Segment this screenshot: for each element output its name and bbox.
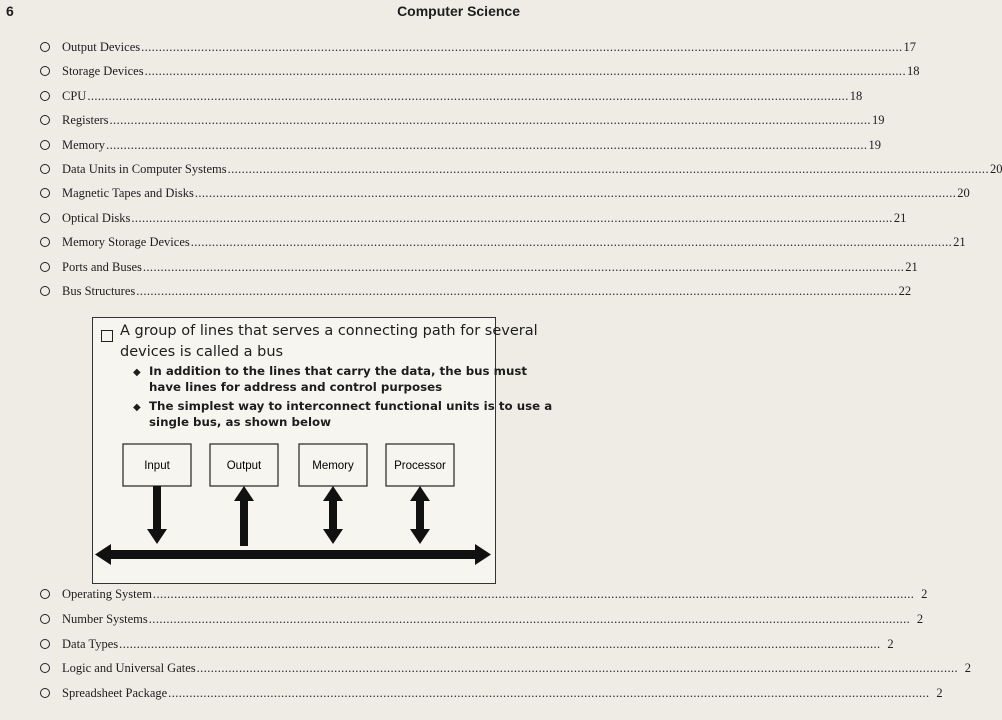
dot-leader bbox=[119, 637, 880, 652]
toc-entry-page: 20 bbox=[957, 186, 970, 201]
slide-main-text-line1: A group of lines that serves a connecting path for several bbox=[120, 323, 538, 339]
toc-entry-label: Data Units in Computer Systems bbox=[62, 161, 227, 176]
toc-entry-label: Data Types bbox=[62, 636, 119, 651]
toc-entry[interactable] bbox=[40, 113, 885, 137]
circle-bullet-icon bbox=[40, 188, 50, 198]
toc-entry-page: 22 bbox=[898, 283, 912, 298]
toc-entry[interactable] bbox=[40, 186, 970, 210]
toc-entry[interactable] bbox=[40, 137, 881, 162]
toc-entry-label: Logic and Universal Gates bbox=[62, 661, 196, 676]
toc-entry-page: 18 bbox=[906, 64, 920, 79]
slide-sub1-text-line2: have lines for address and control purposes bbox=[149, 380, 443, 394]
toc-entry-label: Registers bbox=[62, 113, 109, 128]
toc-entry-label: Magnetic Tapes and Disks bbox=[62, 186, 194, 201]
circle-bullet-icon bbox=[40, 115, 50, 125]
toc-entry[interactable] bbox=[40, 686, 943, 711]
dot-leader bbox=[195, 186, 956, 201]
toc-entry-page: 20 bbox=[989, 161, 1002, 176]
circle-bullet-icon bbox=[40, 237, 50, 247]
toc-list-bottom bbox=[40, 587, 972, 711]
circle-bullet-icon bbox=[40, 42, 50, 52]
bus-arrow bbox=[95, 544, 491, 565]
dot-leader bbox=[143, 260, 904, 275]
bus-structure-slide bbox=[92, 317, 553, 584]
toc-entry[interactable] bbox=[40, 210, 907, 235]
toc-entry[interactable] bbox=[40, 40, 917, 64]
toc-entry-label: Bus Structures bbox=[62, 283, 136, 298]
circle-bullet-icon bbox=[40, 66, 50, 76]
toc-entry[interactable] bbox=[40, 235, 966, 259]
dot-leader bbox=[141, 40, 902, 55]
toc-entry-page: 2 bbox=[936, 686, 943, 701]
toc-entry-label: Ports and Buses bbox=[62, 259, 142, 274]
toc-entry[interactable] bbox=[40, 587, 928, 612]
toc-entry-page: 2 bbox=[916, 611, 924, 626]
unit-label-memory: Memory bbox=[312, 460, 354, 472]
dot-leader bbox=[87, 89, 848, 104]
diamond-bullet-icon: ◆ bbox=[133, 367, 141, 378]
unit-label-processor: Processor bbox=[394, 460, 446, 472]
dot-leader bbox=[136, 284, 897, 299]
circle-bullet-icon bbox=[40, 286, 50, 296]
circle-bullet-icon bbox=[40, 262, 50, 272]
output-up-arrow bbox=[234, 486, 254, 546]
circle-bullet-icon bbox=[40, 639, 50, 649]
circle-bullet-icon bbox=[40, 164, 50, 174]
toc-entry[interactable] bbox=[40, 283, 912, 308]
toc-entry-label: Storage Devices bbox=[62, 64, 144, 79]
toc-entry-label: Spreadsheet Package bbox=[62, 686, 168, 701]
toc-entry-page: 19 bbox=[871, 113, 885, 128]
toc-list-top bbox=[40, 40, 1002, 308]
circle-bullet-icon bbox=[40, 663, 50, 673]
toc-entry-label: Output Devices bbox=[62, 40, 141, 54]
dot-leader bbox=[168, 686, 929, 701]
toc-entry-page: 18 bbox=[849, 88, 863, 103]
page-number: 6 bbox=[6, 3, 14, 19]
toc-entry[interactable] bbox=[40, 88, 863, 113]
dot-leader bbox=[228, 162, 989, 177]
running-header: Computer Science bbox=[397, 3, 520, 19]
circle-bullet-icon bbox=[40, 140, 50, 150]
toc-entry-page: 21 bbox=[953, 235, 966, 250]
toc-entry[interactable] bbox=[40, 64, 920, 88]
dot-leader bbox=[131, 211, 892, 226]
circle-bullet-icon bbox=[40, 688, 50, 698]
toc-entry-page: 19 bbox=[868, 137, 881, 152]
circle-bullet-icon bbox=[40, 589, 50, 599]
dot-leader bbox=[197, 661, 958, 676]
unit-label-output: Output bbox=[226, 460, 262, 472]
slide-main-text-line2: devices is called a bus bbox=[120, 344, 284, 360]
toc-entry-page: 21 bbox=[893, 210, 907, 225]
single-bus-diagram bbox=[93, 318, 495, 583]
toc-entry-label: Memory bbox=[62, 137, 106, 152]
dot-leader bbox=[145, 64, 906, 79]
dot-leader bbox=[110, 113, 871, 128]
toc-entry[interactable] bbox=[40, 161, 1002, 186]
toc-entry-page: 2 bbox=[964, 661, 972, 676]
dot-leader bbox=[149, 612, 910, 627]
toc-entry[interactable] bbox=[40, 636, 894, 662]
slide-sub2-text-line1: The simplest way to interconnect functional units is to use a bbox=[149, 399, 553, 413]
toc-entry[interactable] bbox=[40, 611, 924, 637]
circle-bullet-icon bbox=[40, 614, 50, 624]
toc-entry[interactable] bbox=[40, 661, 972, 686]
diamond-bullet-icon: ◆ bbox=[133, 402, 141, 413]
toc-entry-page: 2 bbox=[921, 587, 928, 601]
toc-entry-label: Memory Storage Devices bbox=[62, 235, 190, 250]
dot-leader bbox=[153, 587, 914, 602]
slide-sub2-text-line2: single bus, as shown below bbox=[149, 415, 332, 429]
circle-bullet-icon bbox=[40, 213, 50, 223]
toc-entry[interactable] bbox=[40, 259, 918, 284]
unit-label-input: Input bbox=[144, 460, 170, 472]
dot-leader bbox=[106, 138, 867, 153]
toc-entry-label: Number Systems bbox=[62, 611, 148, 626]
toc-entry-page: 2 bbox=[887, 636, 894, 651]
toc-entry-label: Operating System bbox=[62, 587, 152, 601]
processor-bidirectional-arrow bbox=[410, 486, 430, 544]
toc-entry-page: 21 bbox=[905, 259, 918, 274]
toc-entry-page: 17 bbox=[903, 40, 917, 54]
circle-bullet-icon bbox=[40, 91, 50, 101]
slide-sub1-text-line1: In addition to the lines that carry the data, the bus must bbox=[149, 364, 528, 378]
dot-leader bbox=[191, 235, 952, 250]
memory-bidirectional-arrow bbox=[323, 486, 343, 544]
input-down-arrow bbox=[147, 486, 167, 544]
toc-entry-label: CPU bbox=[62, 88, 87, 103]
toc-entry-label: Optical Disks bbox=[62, 210, 131, 225]
